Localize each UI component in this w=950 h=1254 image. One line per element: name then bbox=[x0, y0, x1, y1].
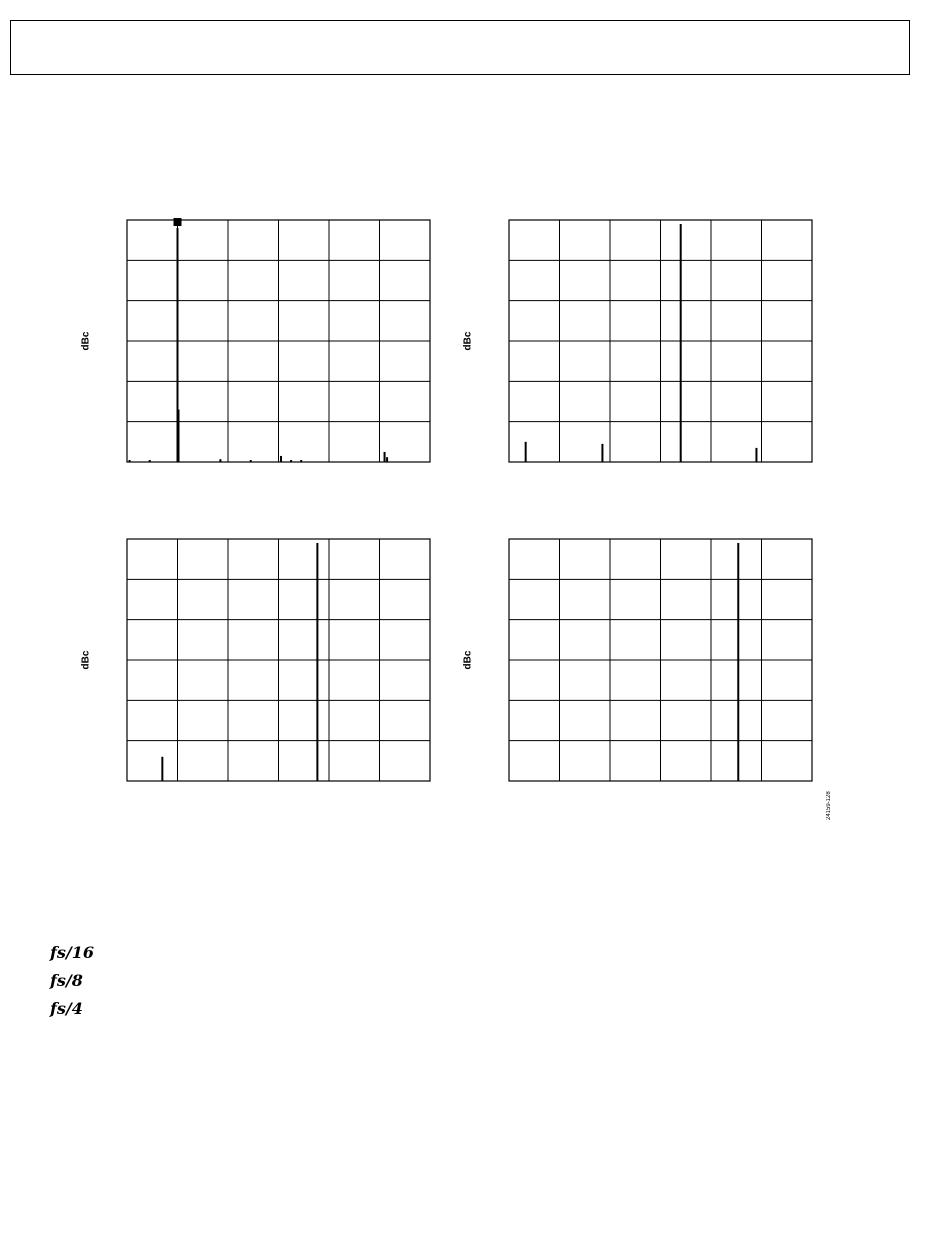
y-axis-label: dBc bbox=[462, 650, 474, 670]
y-axis-label: dBc bbox=[462, 331, 474, 351]
chart-svg bbox=[452, 205, 852, 505]
chart-svg bbox=[452, 524, 852, 824]
y-axis-label: dBc bbox=[80, 331, 92, 351]
chart-top-left bbox=[70, 205, 470, 505]
chart-bottom-left bbox=[70, 524, 470, 824]
peak-marker bbox=[174, 218, 182, 226]
chart-svg bbox=[70, 524, 470, 824]
chart-bottom-right bbox=[452, 524, 852, 824]
note-fs-4: fs/4 bbox=[50, 999, 83, 1018]
header-box bbox=[10, 20, 910, 75]
chart-svg bbox=[70, 205, 470, 505]
note-fs-8: fs/8 bbox=[50, 971, 83, 990]
y-axis-label: dBc bbox=[80, 650, 92, 670]
figure-id: 24159-128 bbox=[826, 791, 832, 820]
chart-top-right bbox=[452, 205, 852, 505]
notes-list bbox=[50, 943, 94, 1027]
note-fs-16: fs/16 bbox=[50, 943, 94, 962]
